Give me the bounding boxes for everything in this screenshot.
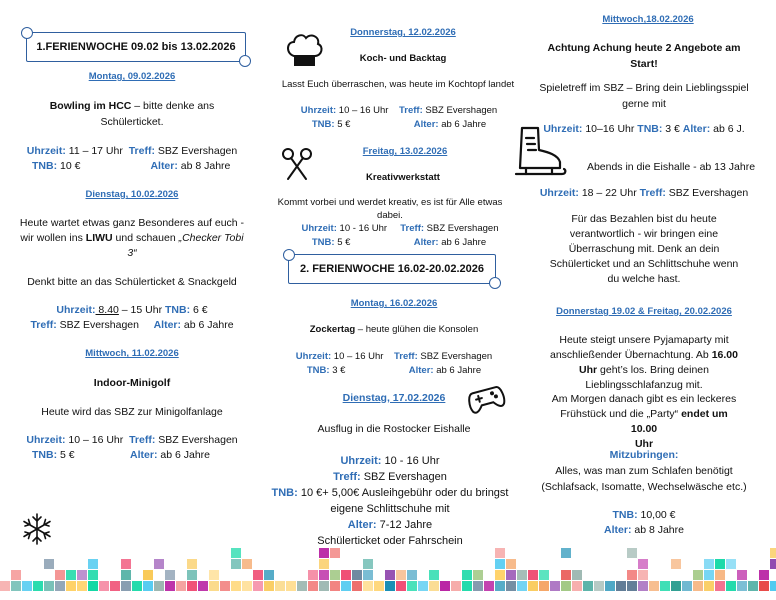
mosaic-tile bbox=[187, 559, 197, 569]
value-tnb: 5 € bbox=[334, 119, 414, 130]
mosaic-tile bbox=[209, 581, 219, 591]
value-tnb: 3 € bbox=[662, 123, 683, 135]
mosaic-tile bbox=[396, 570, 406, 580]
value-uhrzeit: 10 - 16 Uhr bbox=[336, 223, 401, 234]
eishalle-title: Ausflug in die Rostocker Eishalle bbox=[317, 423, 471, 435]
value-tnb: 3 € bbox=[329, 365, 409, 376]
value-treff: SBZ Evershagen bbox=[155, 434, 238, 446]
week1-banner bbox=[26, 32, 246, 62]
pyjama-text-1: Heute steigt unsere Pyjamaparty mit anschließender Übernachtung. Ab bbox=[550, 334, 729, 361]
mosaic-tile bbox=[253, 581, 263, 591]
value-treff: SBZ Evershagen bbox=[56, 319, 154, 331]
label-uhrzeit: Uhrzeit: bbox=[301, 223, 337, 234]
liwu-text-2: und schauen bbox=[112, 232, 179, 244]
mosaic-tile bbox=[110, 581, 120, 591]
value-alter: ab 6 Jahre bbox=[438, 119, 487, 130]
thursday-info-1 bbox=[264, 104, 516, 117]
ice-skate-icon bbox=[512, 124, 570, 182]
mosaic-tile bbox=[517, 570, 527, 580]
label-tnb: TNB: bbox=[311, 237, 335, 248]
monday-info-2 bbox=[14, 158, 250, 174]
eishalle-note: Schülerticket oder Fahrschein bbox=[317, 535, 463, 547]
mosaic-tile bbox=[638, 581, 648, 591]
mosaic-tile bbox=[385, 581, 395, 591]
pyjama-start-time: 16.00 Uhr bbox=[579, 349, 738, 376]
mosaic-tile bbox=[506, 559, 516, 569]
mosaic-tile bbox=[407, 570, 417, 580]
mosaic-tile bbox=[737, 581, 747, 591]
mosaic-tile bbox=[319, 570, 329, 580]
week1-banner-text: 1.FERIENWOCHE 09.02 bis 13.02.2026 bbox=[36, 41, 236, 53]
mosaic-tile bbox=[572, 581, 582, 591]
date-wednesday-1802: Mittwoch,18.02.2026 bbox=[602, 14, 694, 25]
label-tnb: TNB: bbox=[637, 123, 663, 135]
mosaic-tile bbox=[154, 581, 164, 591]
value-uhrzeit: 10–16 Uhr bbox=[582, 123, 638, 135]
value-treff: SBZ Evershagen bbox=[417, 351, 493, 362]
mosaic-tile bbox=[319, 559, 329, 569]
mosaic-tile bbox=[649, 581, 659, 591]
mosaic-tile bbox=[231, 559, 241, 569]
mosaic-tile bbox=[121, 581, 131, 591]
value-alter: ab 6 J. bbox=[710, 123, 745, 135]
value-uhrzeit: 10 – 16 Uhr bbox=[331, 351, 394, 362]
monday-info-1 bbox=[14, 143, 250, 159]
pyjama-text-3: Am Morgen danach gibt es ein leckeres Frühstück und die „Party“ bbox=[551, 393, 737, 420]
tuesday-note: Denkt bitte an das Schülerticket & Snackgeld bbox=[27, 276, 237, 288]
mosaic-tile bbox=[264, 581, 274, 591]
mosaic-tile bbox=[198, 581, 208, 591]
mosaic-tile bbox=[539, 570, 549, 580]
date-monday-1602: Montag, 16.02.2026 bbox=[350, 298, 438, 309]
label-treff: Treff: bbox=[400, 223, 425, 234]
mosaic-tile bbox=[616, 581, 626, 591]
label-uhrzeit: Uhrzeit: bbox=[543, 123, 583, 135]
eishalle-treff bbox=[264, 469, 516, 485]
value-uhrzeit: 11 – 17 Uhr bbox=[65, 145, 129, 157]
mosaic-tile bbox=[671, 559, 681, 569]
zockertag-text bbox=[264, 323, 516, 336]
label-treff: Treff: bbox=[129, 434, 156, 446]
mosaic-tile bbox=[77, 581, 87, 591]
mosaic-tile bbox=[297, 581, 307, 591]
label-uhrzeit: Uhrzeit: bbox=[26, 434, 66, 446]
mosaic-tile bbox=[55, 581, 65, 591]
mosaic-tile bbox=[132, 581, 142, 591]
eisdisco-text: Abends in die Eishalle - ab 13 Jahre bbox=[586, 161, 756, 173]
mosaic-tile bbox=[341, 570, 351, 580]
mosaic-tile bbox=[33, 581, 43, 591]
mosaic-tile bbox=[187, 581, 197, 591]
mosaic-tile bbox=[231, 548, 241, 558]
mosaic-tile bbox=[495, 548, 505, 558]
value-tnb: 10,00 € bbox=[637, 509, 676, 521]
date-wednesday-1102: Mittwoch, 11.02.2026 bbox=[85, 348, 179, 359]
mosaic-tile bbox=[385, 570, 395, 580]
value-uhrzeit: 18 – 22 Uhr bbox=[578, 187, 640, 199]
mosaic-tile bbox=[330, 570, 340, 580]
kochtag-text: Lasst Euch überraschen, was heute im Kochtopf landet bbox=[281, 79, 515, 90]
mosaic-tile bbox=[319, 548, 329, 558]
mosaic-tile bbox=[506, 570, 516, 580]
mosaic-tile bbox=[0, 581, 10, 591]
mosaic-tile bbox=[770, 581, 776, 591]
mosaic-tile bbox=[440, 581, 450, 591]
mosaic-tile bbox=[495, 570, 505, 580]
label-treff: Treff: bbox=[394, 351, 418, 362]
value-tnb: 5 € bbox=[57, 449, 131, 461]
minigolf-title: Indoor-Minigolf bbox=[93, 377, 171, 389]
eishalle-alter bbox=[264, 517, 516, 533]
mosaic-tile bbox=[44, 559, 54, 569]
label-uhrzeit: Uhrzeit: bbox=[340, 455, 382, 467]
mosaic-tile bbox=[330, 548, 340, 558]
mosaic-tile bbox=[726, 581, 736, 591]
mosaic-tile bbox=[88, 570, 98, 580]
mosaic-tile bbox=[209, 570, 219, 580]
label-uhrzeit: Uhrzeit: bbox=[26, 145, 66, 157]
mosaic-tile bbox=[363, 570, 373, 580]
value-alter: ab 6 Jahre bbox=[433, 365, 482, 376]
label-tnb: TNB: bbox=[311, 119, 335, 130]
mosaic-tile bbox=[231, 581, 241, 591]
mosaic-tile bbox=[341, 581, 351, 591]
mosaic-tile bbox=[671, 581, 681, 591]
mosaic-tile bbox=[88, 559, 98, 569]
mosaic-tile bbox=[242, 581, 252, 591]
pyjamaparty-text bbox=[520, 333, 768, 393]
mosaic-tile bbox=[154, 559, 164, 569]
mosaic-tile bbox=[462, 581, 472, 591]
liwu-text-1: Heute wartet etwas ganz Besonderes auf euch - wir wollen ins bbox=[19, 217, 245, 244]
mosaic-tile bbox=[770, 548, 776, 558]
mosaic-tile bbox=[473, 570, 483, 580]
eishalle-tnb-2: eigene Schlittschuhe mit bbox=[330, 503, 450, 515]
value-tnb: 10 € bbox=[57, 160, 81, 172]
mosaic-tile bbox=[363, 581, 373, 591]
tuesday-info-2 bbox=[14, 317, 250, 333]
value-treff: SBZ Evershagen bbox=[154, 145, 238, 157]
kochtag-title: Koch- und Backtag bbox=[359, 53, 447, 64]
mosaic-tile bbox=[44, 581, 54, 591]
tuesday-info-1 bbox=[14, 302, 250, 318]
mosaic-tile bbox=[253, 570, 263, 580]
mosaic-tile bbox=[286, 581, 296, 591]
mosaic-tile bbox=[737, 570, 747, 580]
gamepad-icon bbox=[466, 382, 506, 414]
label-tnb: TNB: bbox=[32, 449, 58, 461]
pyjama-end-time-unit: Uhr bbox=[634, 438, 654, 450]
mosaic-tile bbox=[517, 581, 527, 591]
mosaic-tile bbox=[121, 570, 131, 580]
kreativ-text: Kommt vorbei und werdet kreativ, es ist für Alle etwas dabei. bbox=[277, 197, 503, 221]
label-uhrzeit: Uhrzeit: bbox=[300, 105, 337, 116]
mosaic-tile bbox=[220, 581, 230, 591]
payment-text: Für das Bezahlen bist du heute verantwortlich - wir bringen eine Überraschung mit. Denk an dein Schülerticket und an Schlittschuhe wenn du welche hast. bbox=[549, 213, 739, 285]
angebote-headline: Achtung Achung heute 2 Angebote am Start! bbox=[547, 42, 741, 70]
thu-fri-tnb bbox=[520, 507, 768, 523]
mosaic-tile bbox=[561, 548, 571, 558]
mosaic-tile bbox=[572, 570, 582, 580]
mosaic-tile bbox=[715, 570, 725, 580]
mosaic-tile bbox=[352, 570, 362, 580]
mosaic-tile bbox=[165, 581, 175, 591]
mosaic-tile bbox=[11, 581, 21, 591]
date-tuesday-1002: Dienstag, 10.02.2026 bbox=[85, 189, 179, 200]
mosaic-tile bbox=[605, 581, 615, 591]
scissors-icon bbox=[280, 146, 314, 182]
mosaic-tile bbox=[594, 581, 604, 591]
value-treff: SBZ Evershagen bbox=[360, 471, 447, 483]
eishalle-tnb bbox=[264, 485, 516, 501]
label-alter: Alter: bbox=[130, 449, 158, 461]
mosaic-tile bbox=[638, 570, 648, 580]
mosaic-tile bbox=[187, 570, 197, 580]
mosaic-tile bbox=[121, 559, 131, 569]
mosaic-tile bbox=[352, 581, 362, 591]
minigolf-text: Heute wird das SBZ zur Minigolfanlage bbox=[41, 406, 223, 418]
date-thu-fri-1902: Donnerstag 19.02 & Freitag, 20.02.2026 bbox=[556, 306, 732, 317]
mosaic-tile bbox=[88, 581, 98, 591]
snowflake-icon bbox=[20, 512, 54, 546]
mosaic-tile bbox=[451, 581, 461, 591]
value-tnb: 6 € bbox=[190, 304, 208, 316]
mosaic-tile bbox=[11, 570, 21, 580]
mosaic-tile bbox=[396, 581, 406, 591]
date-monday-0902: Montag, 09.02.2026 bbox=[88, 71, 176, 82]
mosaic-tile bbox=[550, 581, 560, 591]
mosaic-tile bbox=[682, 581, 692, 591]
label-treff: Treff: bbox=[333, 471, 361, 483]
mosaic-tile bbox=[165, 570, 175, 580]
zockertag-desc: – heute glühen die Konsolen bbox=[355, 324, 479, 335]
mosaic-tile bbox=[561, 570, 571, 580]
mosaic-tile bbox=[308, 570, 318, 580]
date-tuesday-1702: Dienstag, 17.02.2026 bbox=[342, 392, 446, 404]
value-alter: ab 6 Jahre bbox=[438, 237, 487, 248]
date-friday-1302: Freitag, 13.02.2026 bbox=[362, 146, 448, 157]
week2-banner bbox=[288, 254, 496, 284]
mosaic-tile bbox=[319, 581, 329, 591]
mosaic-tile bbox=[363, 559, 373, 569]
thu-fri-alter bbox=[520, 522, 768, 538]
mosaic-tile bbox=[462, 570, 472, 580]
mosaic-tile bbox=[495, 559, 505, 569]
mitzubringen-text: Alles, was man zum Schlafen benötigt (Schlafsack, Isomatte, Wechselwäsche etc.) bbox=[541, 465, 747, 493]
value-treff: SBZ Evershagen bbox=[422, 105, 498, 116]
value-alter: ab 6 Jahre bbox=[181, 319, 234, 331]
fruehstueck-text bbox=[520, 392, 768, 452]
label-tnb: TNB: bbox=[306, 365, 330, 376]
mosaic-tile bbox=[715, 581, 725, 591]
mosaic-tile bbox=[66, 570, 76, 580]
label-tnb: TNB: bbox=[271, 487, 298, 499]
mosaic-tile bbox=[627, 581, 637, 591]
mosaic-tile bbox=[759, 570, 769, 580]
mosaic-tile bbox=[627, 570, 637, 580]
label-tnb: TNB: bbox=[612, 509, 638, 521]
mosaic-tile bbox=[506, 581, 516, 591]
value-uhrzeit: 10 - 16 Uhr bbox=[381, 455, 440, 467]
mosaic-tile bbox=[374, 581, 384, 591]
mosaic-tile bbox=[715, 559, 725, 569]
label-alter: Alter: bbox=[413, 119, 439, 130]
value-uhrzeit-start: 8.40 bbox=[95, 304, 119, 316]
mosaic-tile bbox=[693, 581, 703, 591]
mosaic-tile bbox=[66, 581, 76, 591]
mosaic-tile bbox=[561, 581, 571, 591]
label-treff: Treff: bbox=[639, 187, 666, 199]
value-tnb: 5 € bbox=[334, 237, 414, 248]
mosaic-tile bbox=[770, 559, 776, 569]
value-treff: SBZ Evershagen bbox=[424, 223, 499, 234]
label-alter: Alter: bbox=[682, 123, 711, 135]
mosaic-tile bbox=[275, 581, 285, 591]
film-title: „Checker Tobi 3“ bbox=[127, 232, 244, 259]
mosaic-tile bbox=[726, 559, 736, 569]
value-tnb-1: 10 €+ 5,00€ Ausleihgebühr oder du bringst bbox=[297, 487, 509, 499]
mosaic-tile bbox=[99, 581, 109, 591]
bowling-title: Bowling im HCC bbox=[49, 100, 132, 112]
eishalle-uhrzeit bbox=[264, 453, 516, 469]
mosaic-tile bbox=[528, 570, 538, 580]
mosaic-tile bbox=[308, 581, 318, 591]
friday-info-1 bbox=[264, 222, 516, 235]
monday2-info-1 bbox=[264, 350, 516, 363]
value-alter: 7-12 Jahre bbox=[376, 519, 433, 531]
wednesday-info-2 bbox=[14, 447, 250, 463]
kreativ-title: Kreativwerkstatt bbox=[366, 172, 440, 183]
friday-info-2 bbox=[264, 236, 516, 249]
mosaic-tile bbox=[22, 581, 32, 591]
mosaic-tile bbox=[429, 570, 439, 580]
value-uhrzeit: 10 – 16 Uhr bbox=[336, 105, 399, 116]
mosaic-tile bbox=[704, 559, 714, 569]
pyjama-end-time: endet um 10.00 bbox=[630, 408, 728, 435]
mosaic-tile bbox=[704, 581, 714, 591]
label-alter: Alter: bbox=[604, 524, 632, 536]
mosaic-tile bbox=[330, 581, 340, 591]
mosaic-tile bbox=[528, 581, 538, 591]
pixel-mosaic-border bbox=[0, 548, 776, 592]
value-treff: SBZ Evershagen bbox=[665, 187, 749, 199]
mosaic-tile bbox=[473, 581, 483, 591]
zockertag-title: Zockertag bbox=[309, 324, 356, 335]
thursday-info-2 bbox=[264, 118, 516, 131]
value-uhrzeit-end: – 15 Uhr bbox=[118, 304, 165, 316]
label-uhrzeit: Uhrzeit: bbox=[56, 304, 96, 316]
mosaic-tile bbox=[759, 581, 769, 591]
mosaic-tile bbox=[264, 570, 274, 580]
label-uhrzeit: Uhrzeit: bbox=[539, 187, 579, 199]
label-alter: Alter: bbox=[150, 160, 178, 172]
wednesday-info-1 bbox=[14, 432, 250, 448]
date-thursday-1202: Donnerstag, 12.02.2026 bbox=[350, 27, 456, 38]
mosaic-tile bbox=[418, 581, 428, 591]
label-uhrzeit: Uhrzeit: bbox=[295, 351, 332, 362]
value-uhrzeit: 10 – 16 Uhr bbox=[65, 434, 130, 446]
mosaic-tile bbox=[484, 581, 494, 591]
chef-hat-icon bbox=[284, 32, 324, 70]
mosaic-tile bbox=[55, 570, 65, 580]
label-alter: Alter: bbox=[153, 319, 181, 331]
mosaic-tile bbox=[660, 581, 670, 591]
value-alter: ab 8 Jahre bbox=[631, 524, 684, 536]
label-alter: Alter: bbox=[408, 365, 434, 376]
liwu-name: LIWU bbox=[85, 232, 113, 244]
label-treff: Treff: bbox=[399, 105, 423, 116]
eisdisco-info bbox=[520, 185, 768, 201]
week2-banner-text: 2. FERIENWOCHE 16.02-20.02.2026 bbox=[299, 263, 485, 275]
label-treff: Treff: bbox=[128, 145, 155, 157]
mosaic-tile bbox=[627, 548, 637, 558]
liwu-text bbox=[14, 216, 250, 261]
bowling-text bbox=[14, 98, 250, 130]
label-alter: Alter: bbox=[413, 237, 439, 248]
label-tnb: TNB: bbox=[164, 304, 191, 316]
label-tnb: TNB: bbox=[32, 160, 58, 172]
mosaic-tile bbox=[429, 581, 439, 591]
mosaic-tile bbox=[407, 581, 417, 591]
spieletreff-text: Spieletreff im SBZ – Bring dein Lieblingsspiel gerne mit bbox=[539, 82, 749, 110]
mosaic-tile bbox=[143, 570, 153, 580]
mosaic-tile bbox=[77, 570, 87, 580]
mosaic-tile bbox=[495, 581, 505, 591]
mosaic-tile bbox=[693, 570, 703, 580]
mosaic-tile bbox=[176, 581, 186, 591]
mitzubringen-label: Mitzubringen: bbox=[609, 449, 679, 461]
label-alter: Alter: bbox=[347, 519, 377, 531]
mosaic-tile bbox=[539, 581, 549, 591]
pyjama-text-2: geht’s los. Bring deinen Lieblingsschlafanzug mit. bbox=[585, 364, 709, 391]
value-alter: ab 6 Jahre bbox=[157, 449, 210, 461]
mosaic-tile bbox=[704, 570, 714, 580]
value-alter: ab 8 Jahre bbox=[177, 160, 231, 172]
label-treff: Treff: bbox=[30, 319, 57, 331]
mosaic-tile bbox=[748, 581, 758, 591]
mosaic-tile bbox=[638, 559, 648, 569]
mosaic-tile bbox=[242, 559, 252, 569]
monday2-info-2 bbox=[264, 364, 516, 377]
mosaic-tile bbox=[143, 581, 153, 591]
mosaic-tile bbox=[583, 581, 593, 591]
bowling-desc: – bitte denke ans Schülerticket. bbox=[100, 100, 215, 128]
